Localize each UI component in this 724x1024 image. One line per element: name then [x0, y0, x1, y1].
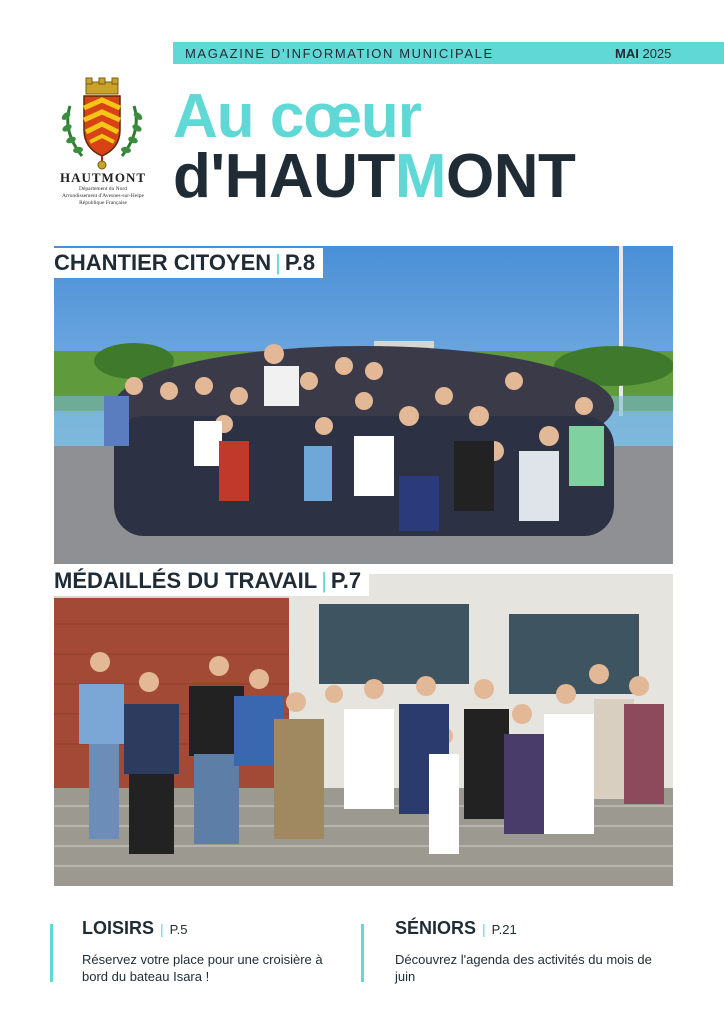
town-crest-icon	[56, 76, 148, 172]
separator: |	[482, 921, 486, 937]
masthead-line-2	[173, 144, 575, 210]
separator: |	[321, 568, 327, 593]
masthead-line-1: Au cœur	[173, 82, 421, 151]
feature-page: P.8	[284, 250, 316, 275]
feature-title: CHANTIER CITOYEN	[54, 250, 272, 275]
separator: |	[275, 250, 281, 275]
section-heading-loisirs	[82, 918, 188, 939]
chantier-citoyen-photo	[54, 246, 673, 564]
crest-subtitle	[50, 186, 156, 207]
section-accent-bar	[361, 924, 364, 982]
crest-subtitle-line: Département du Nord	[79, 186, 127, 192]
section-heading-seniors	[395, 918, 517, 939]
issue-date	[615, 46, 671, 61]
feature-title: MÉDAILLÉS DU TRAVAIL	[54, 568, 318, 593]
section-accent-bar	[50, 924, 53, 982]
feature-label-chantier	[54, 248, 323, 278]
masthead-prefix: d'HAUT	[173, 142, 395, 211]
magazine-label: MAGAZINE D’INFORMATION MUNICIPALE	[185, 46, 494, 61]
issue-month: MAI	[615, 46, 639, 61]
section-page: P.5	[169, 922, 188, 937]
feature-label-medailles	[54, 566, 369, 596]
crest-subtitle-line: Arrondissement d'Avesnes-sur-Helpe	[62, 193, 144, 199]
section-title: LOISIRS	[82, 918, 155, 938]
feature-page: P.7	[330, 568, 362, 593]
section-text-seniors: Découvrez l'agenda des activités du mois de juin	[395, 952, 652, 984]
masthead-accent-letter: M	[394, 142, 446, 211]
issue-year: 2025	[642, 46, 672, 61]
medailles-travail-photo	[54, 574, 673, 886]
separator: |	[160, 921, 164, 937]
masthead-suffix: ONT	[445, 142, 576, 211]
crest-subtitle-line: République Française	[79, 200, 127, 206]
crest-town-name: HAUTMONT	[60, 170, 146, 185]
section-title: SÉNIORS	[395, 918, 477, 938]
section-page: P.21	[491, 922, 517, 937]
section-text-loisirs: Réservez votre place pour une croisière à bord du bateau Isara !	[82, 952, 323, 984]
